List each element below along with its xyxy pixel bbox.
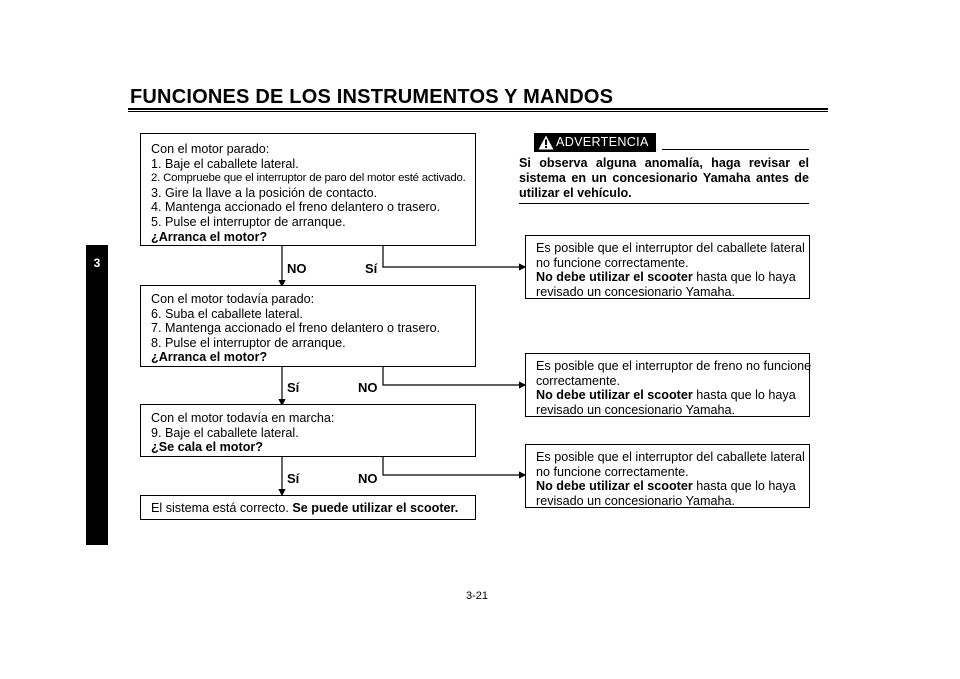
final-bold-text: Se puede utilizar el scooter. <box>292 501 459 515</box>
warning-rule-bottom <box>519 203 809 204</box>
final-text: El sistema está correcto. <box>151 501 293 515</box>
warning-badge <box>534 133 656 152</box>
step1-line-3: 2. Compruebe que el interruptor de paro del motor esté activado. <box>151 172 466 185</box>
step2-line-3: 7. Mantenga accionado el freno delantero o trasero. <box>151 321 441 336</box>
step3-yes-label: Sí <box>287 471 300 486</box>
step2-line-4: 8. Pulse el interruptor de arranque. <box>151 335 346 350</box>
result2-line-1: Es posible que el interruptor de freno no funcione <box>536 359 812 373</box>
result2-line-2: correctamente. <box>536 373 620 388</box>
warning-rule <box>662 149 809 150</box>
flow-step-3 <box>140 404 476 457</box>
step1-line-6: 5. Pulse el interruptor de arranque. <box>151 214 346 229</box>
result3-warning-bold: No debe utilizar el scooter <box>536 479 693 494</box>
result-box-2 <box>525 353 810 417</box>
flow-step-2 <box>140 285 476 367</box>
flow-step-1 <box>140 133 476 246</box>
connector-box1-result1 <box>383 246 525 267</box>
result3-line-4: revisado un concesionario Yamaha. <box>536 493 736 508</box>
warning-triangle-icon <box>538 135 554 150</box>
step1-question: ¿Arranca el motor? <box>151 229 268 244</box>
step3-line-1: Con el motor todavía en marcha: <box>151 411 335 425</box>
result2-warning-bold: No debe utilizar el scooter <box>536 388 693 403</box>
step2-line-2: 6. Suba el caballete lateral. <box>151 306 303 321</box>
step1-no-label: NO <box>287 261 307 276</box>
result-box-3 <box>525 444 810 508</box>
step1-line-1: Con el motor parado: <box>151 142 270 156</box>
step1-line-2: 1. Baje el caballete lateral. <box>151 156 299 171</box>
step2-no-label: NO <box>358 380 378 395</box>
connector-box3-result3 <box>383 457 525 475</box>
flow-step-final <box>140 495 476 520</box>
step3-no-label: NO <box>358 471 378 486</box>
result2-line-4: revisado un concesionario Yamaha. <box>536 402 736 417</box>
result1-line-2: no funcione correctamente. <box>536 255 689 270</box>
step1-line-5: 4. Mantenga accionado el freno delantero o trasero. <box>151 200 441 215</box>
step2-line-1: Con el motor todavía parado: <box>151 292 315 306</box>
step2-yes-label: Sí <box>287 380 300 395</box>
page-title: FUNCIONES DE LOS INSTRUMENTOS Y MANDOS <box>130 86 614 108</box>
connector-box2-result2 <box>383 367 525 385</box>
warning-label: ADVERTENCIA <box>556 135 649 149</box>
result1-line-4: revisado un concesionario Yamaha. <box>536 284 736 299</box>
warning-text: Si observa alguna anomalía, haga revisar el sistema en un concesionario Yamaha antes de utilizar el vehículo. <box>519 156 809 200</box>
result1-line-1: Es posible que el interruptor del caballete lateral <box>536 241 805 255</box>
result3-line-1: Es posible que el interruptor del caballete lateral <box>536 450 805 464</box>
result2-line-3: hasta que lo haya <box>692 388 796 403</box>
step1-yes-label: Sí <box>365 261 378 276</box>
result-box-1 <box>525 235 810 299</box>
result1-warning-bold: No debe utilizar el scooter <box>536 270 693 285</box>
result3-line-2: no funcione correctamente. <box>536 464 689 479</box>
chapter-number: 3 <box>93 256 101 270</box>
result3-line-3: hasta que lo haya <box>692 479 796 494</box>
page-number: 3-21 <box>466 590 489 602</box>
step3-line-2: 9. Baje el caballete lateral. <box>151 425 299 440</box>
step3-question: ¿Se cala el motor? <box>151 440 263 455</box>
step2-question: ¿Arranca el motor? <box>151 350 268 365</box>
result1-line-3: hasta que lo haya <box>692 270 796 285</box>
step1-line-4: 3. Gire la llave a la posición de contacto. <box>151 185 378 200</box>
